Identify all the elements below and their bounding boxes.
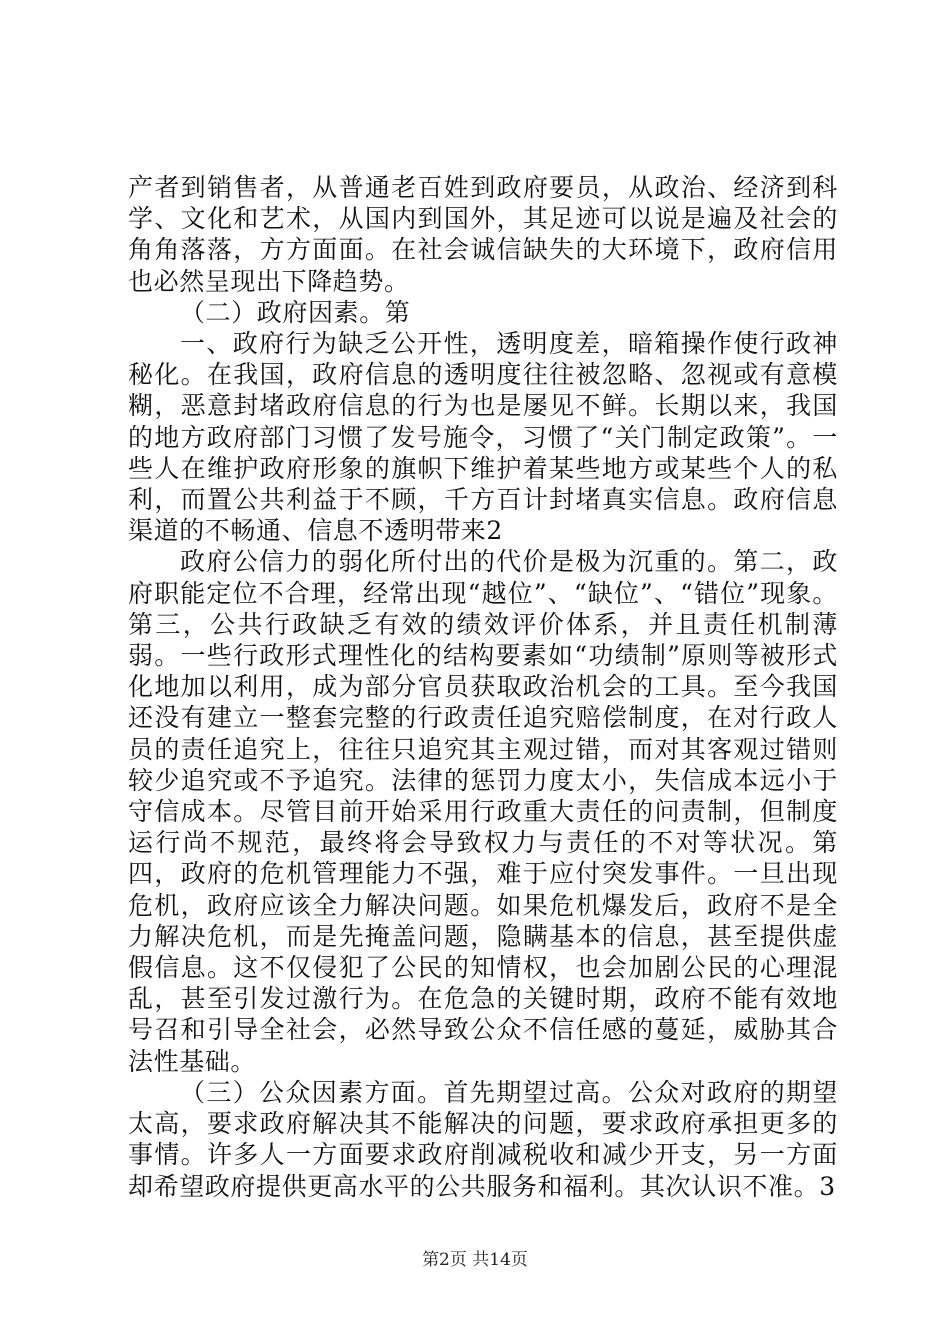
paragraph-5: （三）公众因素方面。首先期望过高。公众对政府的期望太高，要求政府解决其不能解决的问题，要求政府承担更多的事情。许多人一方面要求政府削减税收和减少开支，另一方面却希望政府提供更高水平的公共服务和福利。其次认识不准。3 <box>128 1077 838 1201</box>
paragraph-1: 产者到销售者，从普通老百姓到政府要员，从政治、经济到科学、文化和艺术，从国内到国外，其足迹可以说是遍及社会的角角落落，方方面面。在社会诚信缺失的大环境下，政府信用也必然呈现出下降趋势。 <box>128 173 838 296</box>
page-footer: 第2页 共14页 <box>422 1250 528 1270</box>
body-text <box>128 172 838 1202</box>
paragraph-2: （二）政府因素。第 <box>180 297 411 327</box>
paragraph-4: 政府公信力的弱化所付出的代价是极为沉重的。第二，政府职能定位不合理，经常出现“越位”、“缺位”、“错位”现象。第三，公共行政缺乏有效的绩效评价体系，并且责任机制薄弱。一些行政形式理性化的结构要素如“功绩制”原则等被形式化地加以利用，成为部分官员获取政治机会的工具。至今我国还没有建立一整套完整的行政责任追究赔偿制度，在对行政人员的责任追究上，往往只追究其主观过错，而对其客观过错则较少追究或不予追究。法律的惩罚力度太小，失信成本远小于守信成本。尽管目前开始采用行政重大责任的问责制，但制度运行尚不规范，最终将会导致权力与责任的不对等状况。第四，政府的危机管理能力不强，难于应付突发事件。一旦出现危机，政府应该全力解决问题。如果危机爆发后，政府不是全力解决危机，而是先掩盖问题，隐瞒基本的信息，甚至提供虚假信息。这不仅侵犯了公民的知情权，也会加剧公民的心理混乱，甚至引发过激行为。在危急的关键时期，政府不能有效地号召和引导全社会，必然导致公众不信任感的蔓延，威胁其合法性基础。 <box>128 547 838 1076</box>
paragraph-3: 一、政府行为缺乏公开性，透明度差，暗箱操作使行政神秘化。在我国，政府信息的透明度往往被忽略、忽视或有意模糊，恶意封堵政府信息的行为也是屡见不鲜。长期以来，我国的地方政府部门习惯了发号施令，习惯了“关门制定政策”。一些人在维护政府形象的旗帜下维护着某些地方或某些个人的私利，而置公共利益于不顾，千方百计封堵真实信息。政府信息渠道的不畅通、信息不透明带来2 <box>128 329 838 546</box>
